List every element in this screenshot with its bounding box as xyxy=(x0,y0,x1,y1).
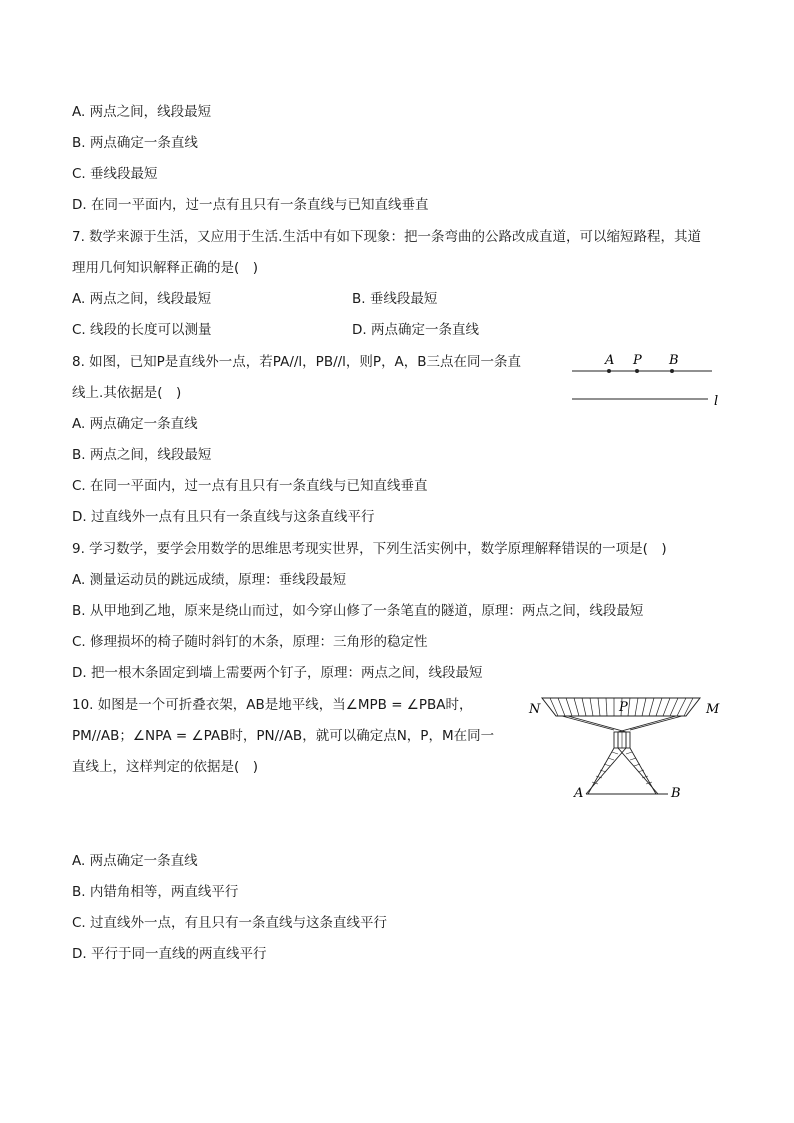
q8-option-c: C. 在同一平面内，过一点有且只有一条直线与已知直线垂直 xyxy=(72,478,428,494)
q8-point-p xyxy=(635,369,639,373)
q6-option-d: D. 在同一平面内，过一点有且只有一条直线与已知直线垂直 xyxy=(72,197,429,213)
q10-label-p: P xyxy=(619,700,628,715)
q9-option-d: D. 把一根木条固定到墙上需要两个钉子，原理：两点之间，线段最短 xyxy=(72,665,483,681)
q10-option-a: A. 两点确定一条直线 xyxy=(72,853,198,869)
q10-label-n: N xyxy=(529,702,541,717)
q6-option-a: A. 两点之间，线段最短 xyxy=(72,104,212,120)
q8-label-a: A xyxy=(605,353,615,368)
q10-stem-line3: 直线上，这样判定的依据是( ) xyxy=(72,759,259,775)
q8-point-a xyxy=(607,369,611,373)
q10-stem-line2: PM//AB；∠NPA = ∠PAB时，PN//AB，就可以确定点N，P，M在同一 xyxy=(72,728,495,744)
q8-stem-line1: 8. 如图，已知P是直线外一点，若PA//l，PB//l，则P，A，B三点在同一条直 xyxy=(72,354,522,370)
q9-option-a: A. 测量运动员的跳远成绩，原理：垂线段最短 xyxy=(72,572,347,588)
q9-option-c: C. 修理损坏的椅子随时斜钉的木条，原理：三角形的稳定性 xyxy=(72,634,428,650)
q8-label-b: B xyxy=(669,353,679,368)
q8-figure xyxy=(568,348,728,410)
q8-option-d: D. 过直线外一点有且只有一条直线与这条直线平行 xyxy=(72,509,375,525)
q7-option-a: A. 两点之间，线段最短 xyxy=(72,291,212,307)
q7-option-b: B. 垂线段最短 xyxy=(352,291,438,307)
q8-label-l: l xyxy=(714,394,719,409)
q10-leg-hatch xyxy=(592,752,652,784)
q10-option-c: C. 过直线外一点，有且只有一条直线与这条直线平行 xyxy=(72,915,388,931)
q6-option-b: B. 两点确定一条直线 xyxy=(72,135,198,151)
q7-option-d: D. 两点确定一条直线 xyxy=(352,322,479,338)
q8-point-b xyxy=(670,369,674,373)
q6-option-c: C. 垂线段最短 xyxy=(72,166,158,182)
q7-option-c: C. 线段的长度可以测量 xyxy=(72,322,212,338)
q10-option-d: D. 平行于同一直线的两直线平行 xyxy=(72,946,267,962)
q8-option-a: A. 两点确定一条直线 xyxy=(72,416,198,432)
q10-stem-line1: 10. 如图是一个可折叠衣架，AB是地平线，当∠MPB = ∠PBA时， xyxy=(72,697,473,713)
q10-label-m: M xyxy=(706,702,720,717)
q10-legs xyxy=(562,716,682,794)
q10-option-b: B. 内错角相等，两直线平行 xyxy=(72,884,239,900)
q10-label-a: A xyxy=(574,786,584,801)
q9-stem: 9. 学习数学，要学会用数学的思维思考现实世界，下列生活实例中，数学原理解释错误的一项是( ) xyxy=(72,541,667,557)
q8-option-b: B. 两点之间，线段最短 xyxy=(72,447,212,463)
q10-center-hatch xyxy=(618,732,626,748)
q8-stem-line2: 线上.其依据是( ) xyxy=(72,385,182,401)
q10-label-b: B xyxy=(671,786,681,801)
q7-stem-line1: 7. 数学来源于生活，又应用于生活.生活中有如下现象：把一条弯曲的公路改成直道，可以缩短路程，其道 xyxy=(72,229,701,245)
q9-option-b: B. 从甲地到乙地，原来是绕山而过，如今穿山修了一条笔直的隧道，原理：两点之间，线段最短 xyxy=(72,603,644,619)
q10-figure xyxy=(528,692,724,804)
q8-label-p: P xyxy=(633,353,642,368)
q7-stem-line2: 理用几何知识解释正确的是( ) xyxy=(72,260,259,276)
